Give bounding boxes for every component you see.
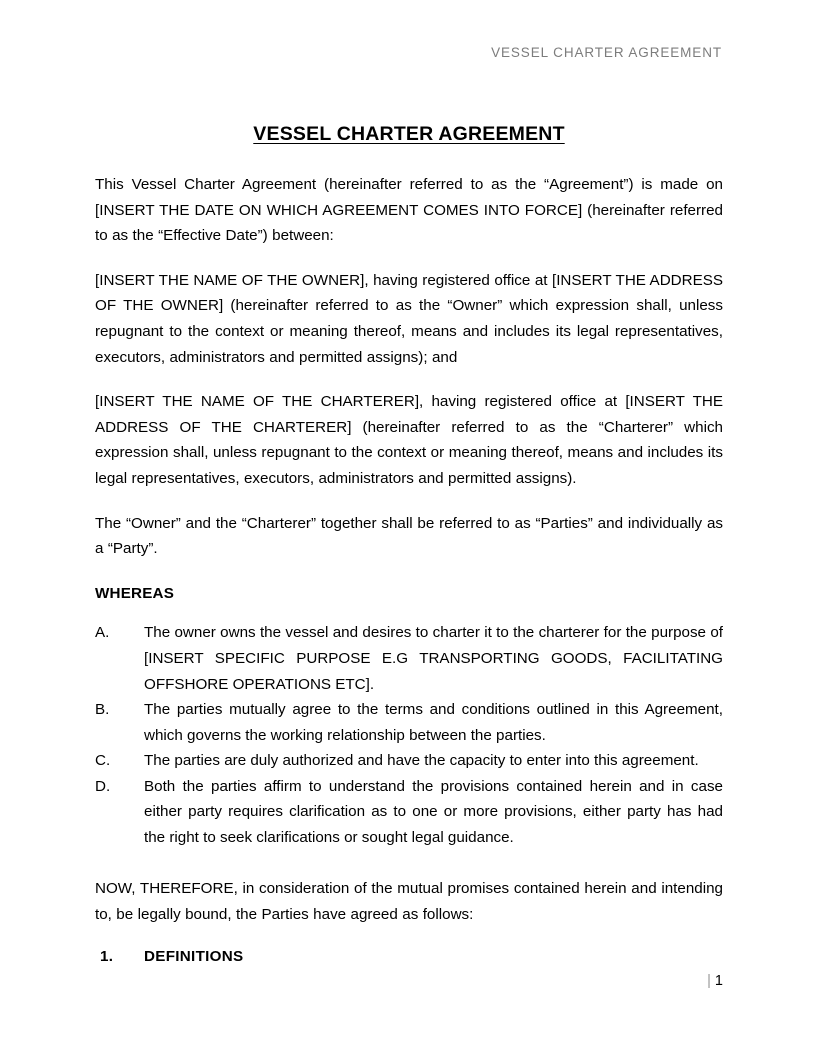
list-item-text: The owner owns the vessel and desires to charter it to the charterer for the purpose of [INSERT SPECIFIC PURPOSE E.G TRANSPORTING GOODS, FACILITATING OFFSHORE OPERATIONS ETC]. [144,624,723,693]
list-item-marker: C. [95,752,111,770]
list-item-marker: D. [95,777,111,795]
list-item-text: The parties are duly authorized and have the capacity to enter into this agreement. [144,752,699,770]
charterer-paragraph: [INSERT THE NAME OF THE CHARTERER], having registered office at [INSERT THE ADDRESS OF THE CHARTERER] (hereinafter referred to as the “Charterer” which expression shall, unless repugnant to the context or meaning thereof, means and includes its legal representatives, executors, administrators and permitted assigns). [95,393,723,487]
page-title: VESSEL CHARTER AGREEMENT [253,123,565,145]
recitals-list [95,620,723,850]
list-item [95,748,723,774]
list-item [95,697,723,748]
owner-paragraph: [INSERT THE NAME OF THE OWNER], having registered office at [INSERT THE ADDRESS OF THE OWNER] (hereinafter referred to as the “Owner” which expression shall, unless repugnant to the context or meaning thereof, means and includes its legal representatives, executors, administrators and permitted assigns); and [95,271,723,366]
intro-paragraph: This Vessel Charter Agreement (hereinafter referred to as the “Agreement”) is made on [INSERT THE DATE ON WHICH AGREEMENT COMES INTO FORCE] (hereinafter referred to as the “Effective Date”) between: [95,176,723,245]
list-item-marker: A. [95,624,110,642]
page-footer [95,972,723,990]
list-item-text: Both the parties affirm to understand the provisions contained herein and in case either party requires clarification as to one or more provisions, either party has had the right to seek clarifications or sought legal guidance. [144,777,723,847]
document-body [95,122,723,970]
page-number: 1 [714,973,723,989]
clause-1-heading [95,944,723,970]
clause-title: DEFINITIONS [144,948,244,966]
whereas-heading: WHEREAS [95,584,175,602]
list-item [95,620,723,697]
parties-definition-paragraph: The “Owner” and the “Charterer” together shall be referred to as “Parties” and individually as a “Party”. [95,514,723,558]
list-item [95,774,723,851]
now-therefore-paragraph: NOW, THEREFORE, in consideration of the mutual promises contained herein and intending to, be legally bound, the Parties have agreed as follows: [95,880,723,923]
clause-number: 1. [100,948,114,966]
paragraph-spacer [95,851,723,877]
footer-separator: | [707,973,711,989]
list-item-marker: B. [95,701,110,719]
running-header: VESSEL CHARTER AGREEMENT [491,45,722,60]
list-item-text: The parties mutually agree to the terms and conditions outlined in this Agreement, which governs the working relationship between the parties. [144,701,723,744]
